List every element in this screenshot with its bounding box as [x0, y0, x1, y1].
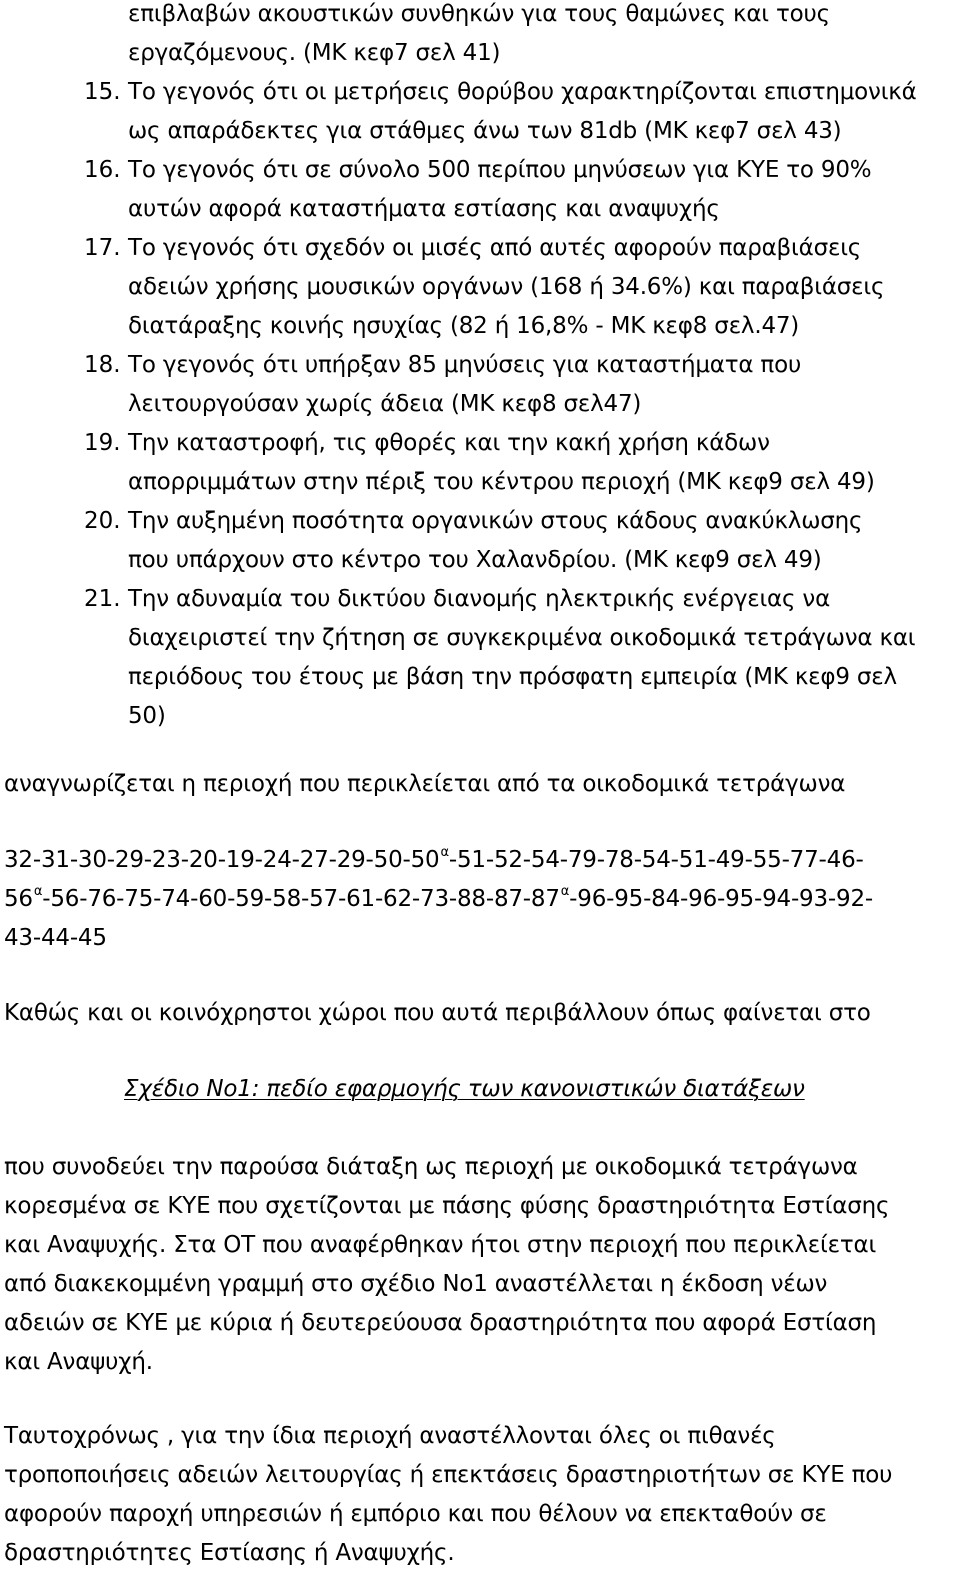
block-numbers-line: $32-31-30-29-23-20-19-24-27-29-50-50^\alpha-51-52-54-79-78-54-51-49-55-77-46-$ — [4, 845, 864, 873]
list-item-number: 19. — [84, 430, 121, 456]
list-item-line: Το γεγονός ότι οι μετρήσεις θορύβου χαρακτηρίζονται επιστημονικά — [128, 79, 917, 105]
paragraph-line: δραστηριότητες Εστίασης ή Αναψυχής. — [4, 1540, 455, 1566]
list-item-number: 20. — [84, 508, 121, 534]
list-item-line: απορριμμάτων στην πέριξ του κέντρου περιοχή (ΜΚ κεφ9 σελ 49) — [128, 469, 875, 495]
list-item-line: διατάραξης κοινής ησυχίας (82 ή 16,8% - ΜΚ κεφ8 σελ.47) — [128, 313, 800, 339]
paragraph-line: κορεσμένα σε ΚΥΕ που σχετίζονται με πάσης φύσης δραστηριότητα Εστίασης — [4, 1193, 890, 1219]
paragraph-line: αφορούν παροχή υπηρεσιών ή εμπόριο και που θέλουν να επεκταθούν σε — [4, 1501, 827, 1527]
list-item-line: που υπάρχουν στο κέντρο του Χαλανδρίου. (ΜΚ κεφ9 σελ 49) — [128, 547, 822, 573]
list-item-line: ως απαράδεκτες για στάθμες άνω των 81db (ΜΚ κεφ7 σελ 43) — [128, 118, 842, 144]
list-item-line: Το γεγονός ότι σε σύνολο 500 περίπου μηνύσεων για ΚΥΕ το 90% — [128, 157, 872, 183]
superscript-alpha: α — [440, 845, 449, 860]
list-item-number: 15. — [84, 79, 121, 105]
list-item-number: 16. — [84, 157, 121, 183]
list-item-line: Την καταστροφή, τις φθορές και την κακή χρήση κάδων — [128, 430, 770, 456]
block-numbers-line: $56^\alpha-56-76-75-74-60-59-58-57-61-62-73-88-87-87^\alpha-96-95-84-96-95-94-93-92-$ — [4, 884, 873, 912]
paragraph-line: που συνοδεύει την παρούσα διάταξη ως περιοχή με οικοδομικά τετράγωνα — [4, 1154, 858, 1180]
list-item-number: 21. — [84, 586, 121, 612]
list-item-number: 18. — [84, 352, 121, 378]
common-areas-paragraph: Καθώς και οι κοινόχρηστοι χώροι που αυτά περιβάλλουν όπως φαίνεται στο — [4, 1000, 871, 1026]
paragraph-line: αδειών σε ΚΥΕ με κύρια ή δευτερεύουσα δραστηριότητα που αφορά Εστίαση — [4, 1310, 877, 1336]
list-item-line: Την αδυναμία του δικτύου διανομής ηλεκτρικής ενέργειας να — [128, 586, 831, 612]
area-paragraph: αναγνωρίζεται η περιοχή που περικλείεται από τα οικοδομικά τετράγωνα — [4, 771, 846, 797]
list-item-line: αδειών χρήσης μουσικών οργάνων (168 ή 34.6%) και παραβιάσεις — [128, 274, 885, 300]
paragraph-line: και Αναψυχή. — [4, 1349, 153, 1375]
list-continuation-line: εργαζόμενους. (ΜΚ κεφ7 σελ 41) — [128, 40, 501, 66]
list-item-line: αυτών αφορά καταστήματα εστίασης και αναψυχής — [128, 196, 720, 222]
list-continuation-line: επιβλαβών ακουστικών συνθηκών για τους θαμώνες και τους — [128, 1, 830, 27]
list-item-line: λειτουργούσαν χωρίς άδεια (ΜΚ κεφ8 σελ47) — [128, 391, 642, 417]
paragraph-line: Ταυτοχρόνως , για την ίδια περιοχή αναστέλλονται όλες οι πιθανές — [4, 1423, 776, 1449]
paragraph-line: και Αναψυχής. Στα ΟΤ που αναφέρθηκαν ήτοι στην περιοχή που περικλείεται — [4, 1232, 877, 1258]
list-item-number: 17. — [84, 235, 121, 261]
paragraph-line: από διακεκομμένη γραμμή στο σχέδιο Νο1 αναστέλλεται η έκδοση νέων — [4, 1271, 828, 1297]
block-numbers-line: 43-44-45 — [4, 925, 107, 951]
paragraph-line: τροποποιήσεις αδειών λειτουργίας ή επεκτάσεις δραστηριοτήτων σε ΚΥΕ που — [4, 1462, 893, 1488]
superscript-alpha: α — [33, 884, 43, 899]
list-item-line: 50) — [128, 703, 166, 729]
list-item-line: Το γεγονός ότι σχεδόν οι μισές από αυτές αφορούν παραβιάσεις — [128, 235, 862, 261]
list-item-line: περιόδους του έτους με βάση την πρόσφατη εμπειρία (ΜΚ κεφ9 σελ — [128, 664, 897, 690]
list-item-line: διαχειριστεί την ζήτηση σε συγκεκριμένα οικοδομικά τετράγωνα και — [128, 625, 916, 651]
plan-title: Σχέδιο Νο1: πεδίο εφαρμογής των κανονιστικών διατάξεων — [124, 1076, 805, 1102]
list-item-line: Το γεγονός ότι υπήρξαν 85 μηνύσεις για καταστήματα που — [128, 352, 802, 378]
list-item-line: Την αυξημένη ποσότητα οργανικών στους κάδους ανακύκλωσης — [128, 508, 863, 534]
superscript-alpha: α — [560, 884, 570, 899]
